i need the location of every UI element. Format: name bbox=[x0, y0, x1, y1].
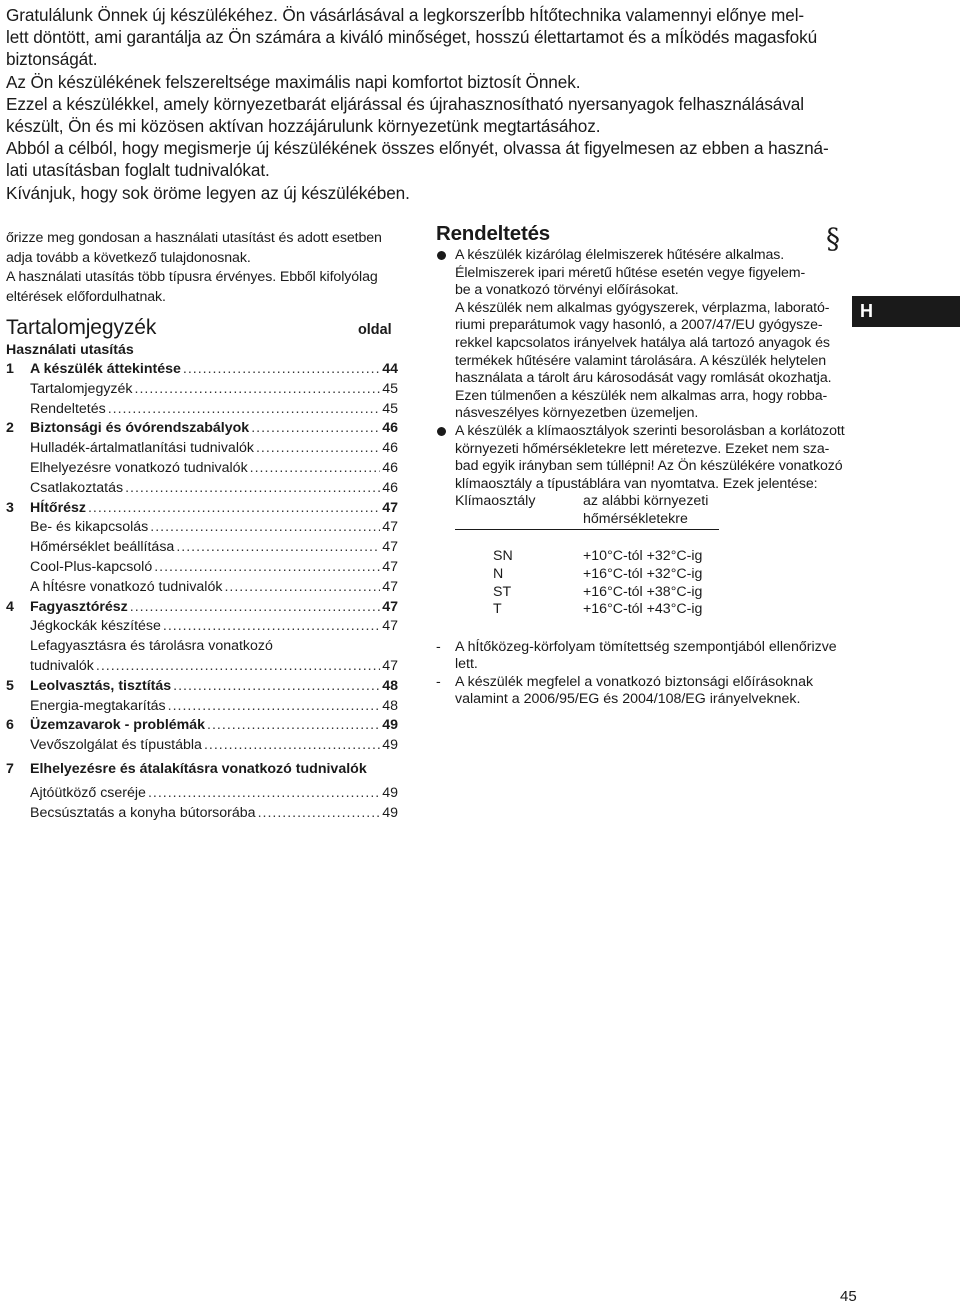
toc-entry: Vevőszolgálat és típustábla bbox=[30, 737, 202, 754]
bullet-line: A készülék kizárólag élelmiszerek hűtésére alkalmas. bbox=[455, 247, 785, 263]
toc-row bbox=[6, 804, 398, 824]
table-row bbox=[493, 584, 856, 602]
toc-row bbox=[6, 578, 398, 598]
toc-leader bbox=[183, 360, 380, 380]
toc-row bbox=[6, 419, 398, 439]
toc-leader bbox=[251, 419, 380, 439]
climate-range: +16°C-tól +32°C-ig bbox=[583, 565, 703, 582]
toc-page: 46 bbox=[382, 420, 398, 437]
note-line: A használati utasítás több típusra érvényes. Ebből kifolyólag bbox=[6, 269, 378, 286]
toc-page: 47 bbox=[382, 519, 398, 536]
table-row bbox=[493, 548, 856, 566]
toc-page-label: oldal bbox=[358, 322, 392, 338]
toc-title: Tartalomjegyzék bbox=[6, 316, 157, 339]
climate-class: SN bbox=[493, 548, 513, 565]
toc-entry: Energia-megtakarítás bbox=[30, 697, 166, 714]
bullet-line: A készülék nem alkalmas gyógyszerek, vérplazma, laborató- bbox=[455, 299, 830, 316]
toc-row bbox=[6, 380, 398, 400]
bullet-line: be a vonatkozó törvényi előírásokat. bbox=[455, 282, 679, 299]
toc-leader bbox=[204, 736, 380, 756]
table-of-contents bbox=[6, 360, 398, 823]
toc-entry: Elhelyezésre és átalakításra vonatkozó tudnivalók bbox=[30, 760, 367, 777]
toc-row bbox=[6, 657, 398, 677]
toc-row bbox=[6, 716, 398, 736]
toc-page: 47 bbox=[382, 578, 398, 595]
climate-table-body bbox=[493, 548, 856, 618]
dash-mark: - bbox=[436, 673, 441, 690]
bullet-line: A készülék a klímaosztályok szerinti besorolásban a korlátozott bbox=[455, 422, 845, 439]
note-line: eltérések előfordulhatnak. bbox=[6, 288, 166, 305]
toc-page: 47 bbox=[382, 499, 398, 516]
toc-row bbox=[6, 439, 398, 459]
toc-page: 46 bbox=[382, 440, 398, 457]
toc-page: 49 bbox=[382, 717, 398, 734]
section-heading: Rendeltetés bbox=[436, 222, 551, 245]
toc-number: 5 bbox=[6, 677, 14, 694]
toc-leader bbox=[135, 380, 381, 400]
toc-row bbox=[6, 558, 398, 578]
toc-row bbox=[6, 760, 398, 780]
toc-row bbox=[6, 360, 398, 380]
toc-entry: Hulladék-ártalmatlanítási tudnivalók bbox=[30, 440, 254, 457]
toc-leader bbox=[148, 784, 380, 804]
bullet-line: Élelmiszerek ipari méretű hűtése esetén vegye figyelem- bbox=[455, 264, 806, 281]
toc-page: 47 bbox=[382, 539, 398, 556]
toc-row bbox=[6, 617, 398, 637]
toc-entry: Tartalomjegyzék bbox=[30, 380, 133, 397]
toc-entry: Elhelyezésre vonatkozó tudnivalók bbox=[30, 459, 248, 476]
toc-leader bbox=[154, 558, 380, 578]
toc-number: 3 bbox=[6, 499, 14, 516]
toc-subtitle: Használati utasítás bbox=[6, 342, 134, 358]
intro-line: Az Ön készülékének felszereltsége maximális napi komfortot biztosít Önnek. bbox=[6, 71, 581, 92]
bullet-line: násveszélyes környezetben üzemeljen. bbox=[455, 405, 699, 422]
toc-row bbox=[6, 784, 398, 804]
dash-item bbox=[436, 674, 856, 709]
toc-entry: Be- és kikapcsolás bbox=[30, 519, 149, 536]
toc-leader bbox=[256, 439, 380, 459]
toc-leader bbox=[130, 598, 380, 618]
intro-line: Gratulálunk Önnek új készülékéhez. Ön vásárlásával a legkorszerÍbb hÍtőtechnika valamennyi előnye mel- bbox=[6, 5, 805, 25]
climate-range: +16°C-tól +43°C-ig bbox=[583, 601, 703, 618]
toc-row bbox=[6, 637, 398, 657]
bullet-item bbox=[436, 423, 856, 493]
climate-range: +10°C-tól +32°C-ig bbox=[583, 548, 703, 565]
toc-leader bbox=[224, 578, 380, 598]
toc-leader bbox=[173, 677, 380, 697]
intro-line: lati utasításban foglalt tudnivalókat. bbox=[6, 160, 270, 181]
toc-page: 49 bbox=[382, 804, 398, 821]
toc-leader bbox=[168, 697, 381, 717]
toc-number: 1 bbox=[6, 361, 14, 377]
toc-page: 44 bbox=[382, 361, 398, 377]
toc-entry: HÍtőrész bbox=[30, 499, 86, 516]
climate-header-range bbox=[583, 493, 719, 529]
note-line: őrizze meg gondosan a használati utasítást és adott esetben bbox=[6, 230, 382, 246]
toc-entry: A hÍtésre vonatkozó tudnivalók bbox=[30, 578, 223, 595]
intro-line: lett döntött, ami garantálja az Ön számára a kiváló minőséget, hosszú élettartamot és a mÍködés magasfokú bbox=[6, 27, 818, 48]
dash-line: A készülék megfelel a vonatkozó biztonsági előírásoknak bbox=[455, 673, 814, 690]
toc-entry: Fagyasztórész bbox=[30, 598, 128, 615]
intro-line: Abból a célból, hogy megismerje új készülékének összes előnyét, olvassa át figyelmesen az ebben a haszná- bbox=[6, 138, 829, 159]
climate-header-class: Klímaosztály bbox=[455, 493, 536, 510]
table-row bbox=[493, 566, 856, 584]
bullet-line: riumi preparátumok vagy hasonló, a 2007/47/EU gyógysze- bbox=[455, 317, 823, 334]
toc-page: 45 bbox=[382, 400, 398, 417]
intro-line: biztonságát. bbox=[6, 49, 98, 70]
toc-leader bbox=[163, 617, 380, 637]
toc-entry: Csatlakoztatás bbox=[30, 479, 124, 496]
toc-leader bbox=[96, 657, 380, 677]
intro-line: Ezzel a készülékkel, amely környezetbarát eljárással és újrahasznosítható nyersanyagok felhasználásával bbox=[6, 93, 804, 114]
dash-line: lett. bbox=[455, 656, 478, 673]
toc-page: 48 bbox=[382, 697, 398, 714]
bullet-icon bbox=[437, 427, 446, 436]
toc-entry: Cool-Plus-kapcsoló bbox=[30, 558, 153, 575]
toc-leader bbox=[150, 518, 380, 538]
toc-entry: Leolvasztás, tisztítás bbox=[30, 677, 172, 694]
toc-page: 48 bbox=[382, 677, 398, 694]
section-sign-icon: § bbox=[826, 222, 840, 255]
climate-header-range-line: hőmérsékletekre bbox=[583, 510, 688, 527]
toc-number: 6 bbox=[6, 717, 14, 734]
bullet-line: rekkel kapcsolatos irányelvek hatálya alá tartozó anyagok és bbox=[455, 334, 830, 351]
climate-class-table bbox=[455, 493, 856, 618]
climate-range: +16°C-tól +38°C-ig bbox=[583, 583, 703, 600]
toc-entry: Jégkockák készítése bbox=[30, 618, 161, 635]
toc-entry: Hőmérséklet beállítása bbox=[30, 539, 175, 556]
toc-leader bbox=[250, 459, 381, 479]
bullet-line: termékek hűtésére valamint tárolására. A készülék helytelen bbox=[455, 352, 827, 369]
toc-page: 47 bbox=[382, 598, 398, 615]
toc-number: 4 bbox=[6, 598, 14, 615]
toc-page: 47 bbox=[382, 558, 398, 575]
bullet-line: Ezen túlmenően a készülék nem alkalmas arra, hogy robba- bbox=[455, 387, 828, 404]
table-row bbox=[493, 601, 856, 619]
toc-row bbox=[6, 598, 398, 618]
toc-leader bbox=[258, 804, 381, 824]
toc-entry: Lefagyasztásra és tárolásra vonatkozó bbox=[30, 638, 273, 655]
toc-entry: Ajtóütköző cseréje bbox=[30, 784, 146, 801]
bullet-line: bad egyik irányban sem túllépni! Az Ön készülékére vonatkozó bbox=[455, 458, 843, 475]
bullet-line: környezeti hőmérsékletekre lett méretezve. Ezeket nem sza- bbox=[455, 440, 830, 457]
toc-page: 46 bbox=[382, 479, 398, 496]
toc-row bbox=[6, 479, 398, 499]
toc-page: 46 bbox=[382, 459, 398, 476]
toc-row bbox=[6, 459, 398, 479]
toc-entry: Biztonsági és óvórendszabályok bbox=[30, 420, 250, 437]
intro-line: Kívánjuk, hogy sok öröme legyen az új készülékében. bbox=[6, 182, 410, 203]
toc-entry: A készülék áttekintése bbox=[30, 361, 181, 377]
intro-line: készült, Ön és mi közösen aktívan hozzájárulunk környezetünk megtartásához. bbox=[6, 116, 601, 137]
toc-page: 49 bbox=[382, 784, 398, 801]
bullet-icon bbox=[437, 251, 446, 260]
toc-row bbox=[6, 400, 398, 420]
toc-leader bbox=[88, 499, 380, 519]
toc-page: 49 bbox=[382, 737, 398, 754]
climate-class: N bbox=[493, 565, 504, 582]
climate-class: ST bbox=[493, 583, 512, 600]
toc-entry: Rendeltetés bbox=[30, 400, 106, 417]
climate-table-header bbox=[455, 493, 719, 530]
usage-notes bbox=[6, 229, 408, 307]
toc-number: 2 bbox=[6, 420, 14, 437]
toc-entry: Becsúsztatás a konyha bútorsorába bbox=[30, 804, 256, 821]
toc-leader bbox=[125, 479, 380, 499]
toc-row bbox=[6, 677, 398, 697]
language-tab: H bbox=[852, 296, 960, 327]
bullet-line: használata a tárolt áru károsodását vagy romlását okozhatja. bbox=[455, 370, 832, 387]
toc-number: 7 bbox=[6, 760, 14, 777]
page-number: 45 bbox=[840, 1288, 857, 1305]
toc-page: 45 bbox=[382, 380, 398, 397]
dash-item bbox=[436, 639, 856, 674]
toc-leader bbox=[108, 400, 381, 420]
rendeltetes-section bbox=[436, 222, 856, 709]
toc-page: 47 bbox=[382, 657, 398, 674]
toc-entry: Üzemzavarok - problémák bbox=[30, 717, 206, 734]
toc-page: 47 bbox=[382, 618, 398, 635]
toc-leader bbox=[176, 538, 380, 558]
note-line: adja tovább a következő tulajdonosnak. bbox=[6, 249, 251, 266]
dash-mark: - bbox=[436, 638, 441, 655]
dash-line: A hÍtőközeg-körfolyam tömítettség szempontjából ellenőrizve bbox=[455, 638, 837, 655]
bullet-line: klímaosztály a típustáblára van nyomtatva. Ezek jelentése: bbox=[455, 475, 818, 492]
toc-row bbox=[6, 518, 398, 538]
toc-row bbox=[6, 538, 398, 558]
toc-leader bbox=[207, 716, 380, 736]
bullet-item bbox=[436, 247, 856, 423]
climate-class: T bbox=[493, 601, 502, 618]
toc-row bbox=[6, 499, 398, 519]
toc-entry: tudnivalók bbox=[30, 657, 94, 674]
climate-header-range-line: az alábbi környezeti bbox=[583, 493, 709, 510]
toc-row bbox=[6, 697, 398, 717]
intro-text bbox=[6, 4, 866, 204]
toc-row bbox=[6, 736, 398, 756]
dash-line: valamint a 2006/95/EG és 2004/108/EG irányelveknek. bbox=[455, 691, 801, 708]
